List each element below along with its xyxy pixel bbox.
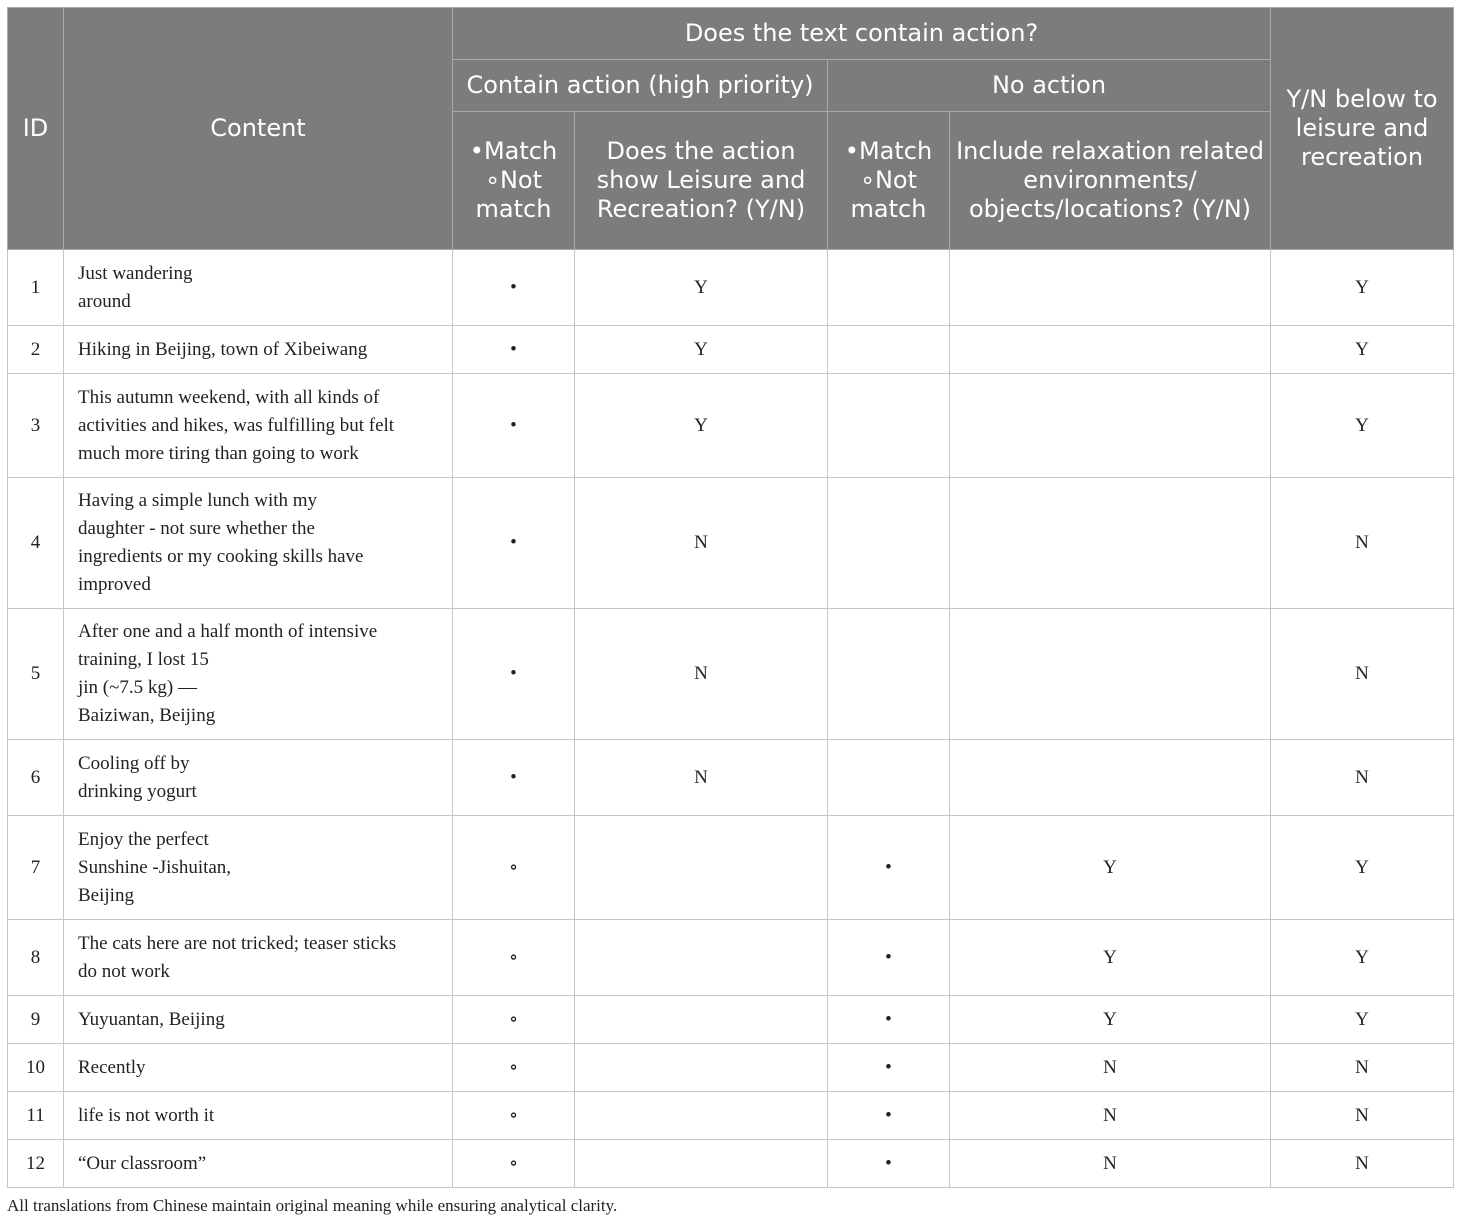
cell-final-yn: N bbox=[1271, 609, 1454, 740]
cell-action-yn bbox=[575, 996, 828, 1044]
cell-action-match: • bbox=[453, 478, 575, 609]
cell-action-match: • bbox=[453, 326, 575, 374]
cell-id: 9 bbox=[8, 996, 64, 1044]
cell-final-yn: Y bbox=[1271, 250, 1454, 326]
cell-action-match: ∘ bbox=[453, 996, 575, 1044]
cell-action-yn: Y bbox=[575, 250, 828, 326]
cell-id: 1 bbox=[8, 250, 64, 326]
cell-id: 6 bbox=[8, 740, 64, 816]
cell-action-yn: N bbox=[575, 478, 828, 609]
header-action-match: •Match ∘Not match bbox=[453, 112, 575, 250]
table-row bbox=[8, 1092, 1454, 1140]
cell-relax-yn: Y bbox=[950, 996, 1271, 1044]
table-row bbox=[8, 920, 1454, 996]
cell-noaction-match bbox=[828, 740, 950, 816]
cell-final-yn: Y bbox=[1271, 326, 1454, 374]
cell-relax-yn bbox=[950, 740, 1271, 816]
cell-noaction-match: • bbox=[828, 1092, 950, 1140]
cell-action-yn: N bbox=[575, 609, 828, 740]
cell-content: After one and a half month of intensive training, I lost 15 jin (~7.5 kg) — Baiziwan, Beijing bbox=[64, 609, 453, 740]
cell-relax-yn: N bbox=[950, 1092, 1271, 1140]
cell-action-match: ∘ bbox=[453, 816, 575, 920]
cell-final-yn: N bbox=[1271, 740, 1454, 816]
header-yn-below: Y/N below to leisure and recreation bbox=[1271, 8, 1454, 250]
table-row bbox=[8, 609, 1454, 740]
cell-relax-yn bbox=[950, 609, 1271, 740]
header-action-leisure: Does the action show Leisure and Recreation? (Y/N) bbox=[575, 112, 828, 250]
cell-content: Recently bbox=[64, 1044, 453, 1092]
cell-action-yn: Y bbox=[575, 374, 828, 478]
table-row bbox=[8, 326, 1454, 374]
footnote: All translations from Chinese maintain original meaning while ensuring analytical clarity. bbox=[7, 1196, 618, 1215]
cell-noaction-match: • bbox=[828, 1044, 950, 1092]
cell-noaction-match: • bbox=[828, 920, 950, 996]
cell-id: 4 bbox=[8, 478, 64, 609]
cell-id: 2 bbox=[8, 326, 64, 374]
cell-final-yn: Y bbox=[1271, 816, 1454, 920]
cell-content: Hiking in Beijing, town of Xibeiwang bbox=[64, 326, 453, 374]
cell-action-match: ∘ bbox=[453, 1140, 575, 1188]
cell-action-yn bbox=[575, 1044, 828, 1092]
header-content: Content bbox=[64, 8, 453, 250]
table-row bbox=[8, 1140, 1454, 1188]
cell-noaction-match: • bbox=[828, 996, 950, 1044]
header-noaction-match: •Match ∘Not match bbox=[828, 112, 950, 250]
cell-content: “Our classroom” bbox=[64, 1140, 453, 1188]
table-row bbox=[8, 250, 1454, 326]
header-no-action: No action bbox=[828, 60, 1271, 112]
cell-id: 5 bbox=[8, 609, 64, 740]
cell-action-yn bbox=[575, 1092, 828, 1140]
cell-relax-yn bbox=[950, 326, 1271, 374]
cell-relax-yn: Y bbox=[950, 816, 1271, 920]
data-table bbox=[7, 7, 1454, 1188]
cell-id: 8 bbox=[8, 920, 64, 996]
cell-content: This autumn weekend, with all kinds of activities and hikes, was fulfilling but felt much more tiring than going to work bbox=[64, 374, 453, 478]
cell-content: Cooling off by drinking yogurt bbox=[64, 740, 453, 816]
cell-noaction-match bbox=[828, 250, 950, 326]
cell-action-yn: N bbox=[575, 740, 828, 816]
cell-final-yn: N bbox=[1271, 478, 1454, 609]
cell-content: Having a simple lunch with my daughter - not sure whether the ingredients or my cooking skills have improved bbox=[64, 478, 453, 609]
cell-id: 10 bbox=[8, 1044, 64, 1092]
cell-final-yn: Y bbox=[1271, 996, 1454, 1044]
cell-final-yn: N bbox=[1271, 1044, 1454, 1092]
cell-noaction-match bbox=[828, 609, 950, 740]
table-row bbox=[8, 816, 1454, 920]
cell-action-match: • bbox=[453, 609, 575, 740]
cell-noaction-match bbox=[828, 374, 950, 478]
cell-content: Enjoy the perfect Sunshine -Jishuitan, Beijing bbox=[64, 816, 453, 920]
cell-noaction-match bbox=[828, 478, 950, 609]
table-row bbox=[8, 374, 1454, 478]
cell-action-match: • bbox=[453, 250, 575, 326]
cell-relax-yn: N bbox=[950, 1044, 1271, 1092]
table-header bbox=[8, 8, 1454, 250]
cell-action-match: • bbox=[453, 374, 575, 478]
cell-final-yn: Y bbox=[1271, 374, 1454, 478]
cell-action-yn bbox=[575, 1140, 828, 1188]
cell-relax-yn bbox=[950, 478, 1271, 609]
table-row bbox=[8, 1044, 1454, 1092]
cell-content: life is not worth it bbox=[64, 1092, 453, 1140]
table-container bbox=[7, 7, 1453, 1188]
table-body bbox=[8, 250, 1454, 1188]
cell-action-match: ∘ bbox=[453, 920, 575, 996]
cell-noaction-match: • bbox=[828, 1140, 950, 1188]
table-row bbox=[8, 996, 1454, 1044]
cell-final-yn: N bbox=[1271, 1092, 1454, 1140]
cell-noaction-match: • bbox=[828, 816, 950, 920]
cell-action-match: ∘ bbox=[453, 1092, 575, 1140]
cell-id: 7 bbox=[8, 816, 64, 920]
header-contain-action: Contain action (high priority) bbox=[453, 60, 828, 112]
cell-id: 12 bbox=[8, 1140, 64, 1188]
cell-content: Yuyuantan, Beijing bbox=[64, 996, 453, 1044]
header-id: ID bbox=[8, 8, 64, 250]
cell-action-match: • bbox=[453, 740, 575, 816]
cell-relax-yn: N bbox=[950, 1140, 1271, 1188]
cell-final-yn: N bbox=[1271, 1140, 1454, 1188]
cell-noaction-match bbox=[828, 326, 950, 374]
cell-action-yn bbox=[575, 920, 828, 996]
cell-relax-yn: Y bbox=[950, 920, 1271, 996]
cell-action-yn bbox=[575, 816, 828, 920]
cell-relax-yn bbox=[950, 374, 1271, 478]
cell-content: The cats here are not tricked; teaser sticks do not work bbox=[64, 920, 453, 996]
cell-relax-yn bbox=[950, 250, 1271, 326]
table-row bbox=[8, 478, 1454, 609]
cell-action-match: ∘ bbox=[453, 1044, 575, 1092]
header-include-relaxation: Include relaxation related environments/ objects/locations? (Y/N) bbox=[950, 112, 1271, 250]
cell-id: 11 bbox=[8, 1092, 64, 1140]
cell-action-yn: Y bbox=[575, 326, 828, 374]
cell-id: 3 bbox=[8, 374, 64, 478]
table-row bbox=[8, 740, 1454, 816]
cell-final-yn: Y bbox=[1271, 920, 1454, 996]
header-contains-action-question: Does the text contain action? bbox=[453, 8, 1271, 60]
cell-content: Just wandering around bbox=[64, 250, 453, 326]
